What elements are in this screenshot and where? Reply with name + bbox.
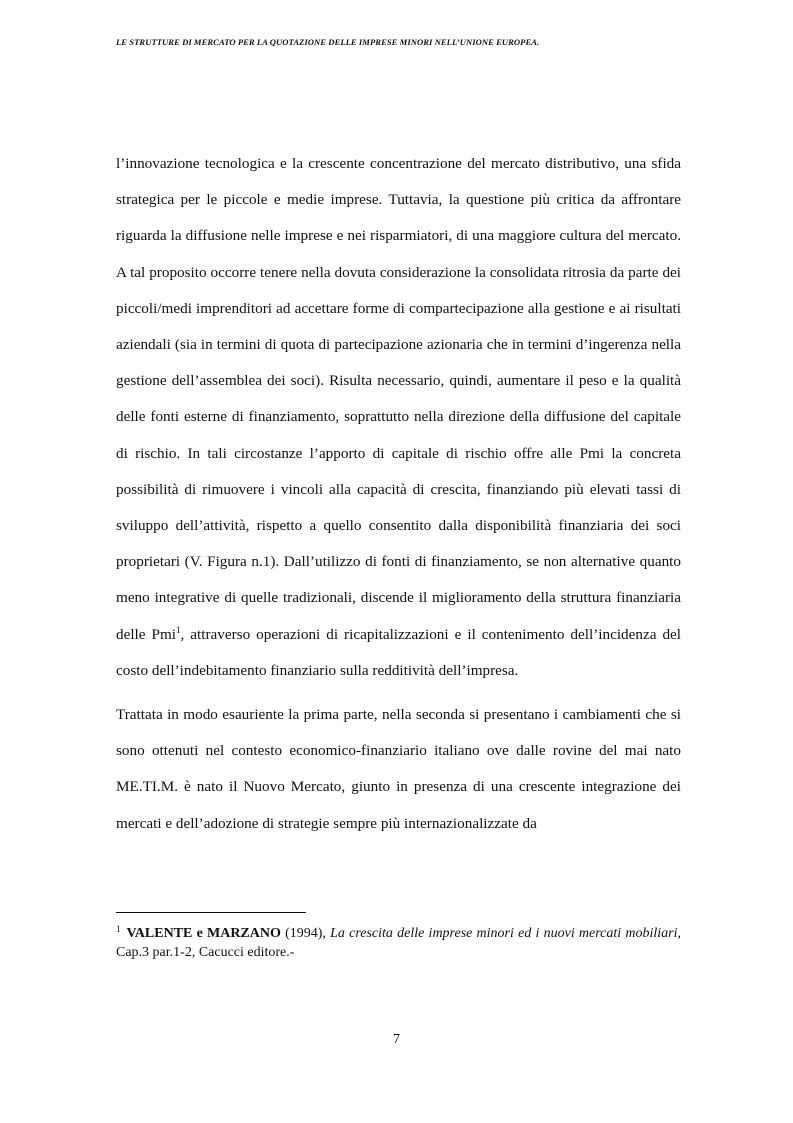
footnote-title: La crescita delle imprese minori ed i nuovi mercati mobiliari <box>330 926 678 941</box>
paragraph-1-text: l’innovazione tecnologica e la crescente concentrazione del mercato distributivo, una sfida strategica per le piccole e medie imprese. Tuttavia, la questione più critica da affrontare riguarda la diffusione nelle imprese e nei risparmiatori, di una maggiore cultura del mercato. A tal proposito occorre tenere nella dovuta considerazione la consolidata ritrosia da parte dei piccoli/medi imprenditori ad accettare forme di compartecipazione alla gestione e ai risultati aziendali (sia in termini di quota di partecipazione azionaria che in termini d’ingerenza nella gestione dell’assemblea dei soci). Risulta necessario, quindi, aumentare il peso e la qualità delle fonti esterne di finanziamento, soprattutto nella direzione della diffusione del capitale di rischio. In tali circostanze l’apporto di capitale di rischio offre alle Pmi la concreta possibilità di rimuovere i vincoli alla capacità di crescita, finanziando più elevati tassi di sviluppo dell’attività, rispetto a quello consentito dalla disponibilità finanziaria dei soci proprietari (V. Figura n.1). Dall’utilizzo di fonti di finanziamento, se non alternative quanto meno integrative di quelle tradizionali, discende il miglioramento della struttura finanziaria delle Pmi <box>116 155 681 643</box>
footnote <box>116 924 681 962</box>
paragraph-1-continuation: , attraverso operazioni di ricapitalizzazioni e il contenimento dell’incidenza del costo dell’indebitamento finanziario sulla redditività dell’impresa. <box>116 625 681 679</box>
footnote-details: , Cap.3 par.1-2, Cacucci editore.- <box>116 926 681 960</box>
footnote-divider <box>116 912 306 913</box>
footnote-authors: VALENTE e MARZANO <box>126 926 281 941</box>
main-text <box>116 146 681 842</box>
paragraph-1 <box>116 146 681 689</box>
page-number: 7 <box>393 1032 400 1047</box>
footnote-year: (1994), <box>280 926 331 941</box>
running-header: LE STRUTTURE DI MERCATO PER LA QUOTAZIONE DELLE IMPRESE MINORI NELL’UNIONE EUROPEA. <box>116 37 540 47</box>
footnote-reference[interactable]: 1 <box>176 624 181 635</box>
paragraph-2: Trattata in modo esauriente la prima parte, nella seconda si presentano i cambiamenti che si sono ottenuti nel contesto economico-finanziario italiano ove dalle rovine del mai nato ME.TI.M. è nato il Nuovo Mercato, giunto in presenza di una crescente integrazione dei mercati e dell’adozione di strategie sempre più internazionalizzate da <box>116 706 681 832</box>
footnote-number: 1 <box>116 924 121 934</box>
